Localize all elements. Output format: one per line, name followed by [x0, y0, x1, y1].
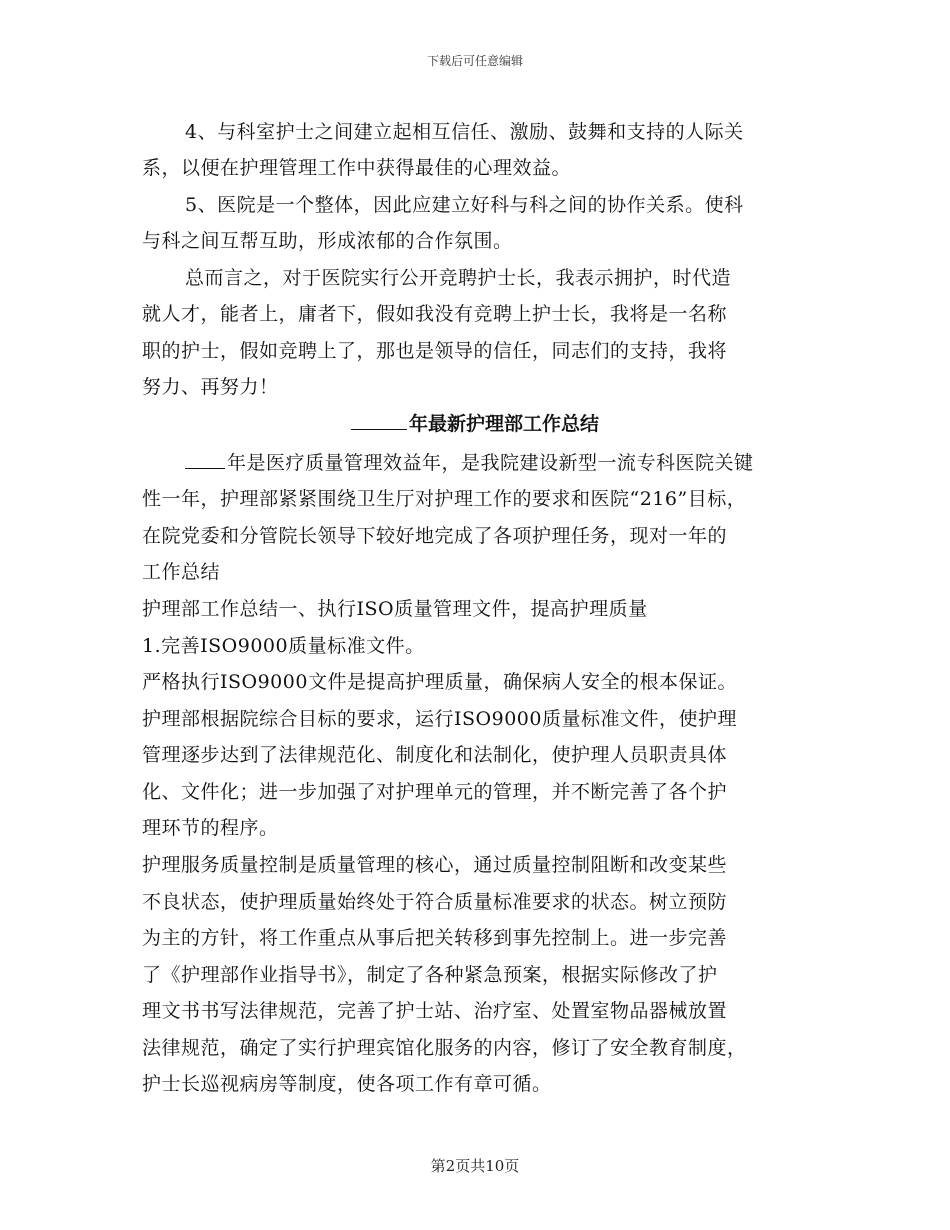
paragraph-line: 5、医院是一个整体，因此应建立好科与科之间的协作关系。使科 — [185, 194, 744, 216]
detail-line: 护理部工作总结一、执行ISO质量管理文件，提高护理质量 — [142, 598, 648, 620]
paragraph-line: 4、与科室护士之间建立起相互信任、激励、鼓舞和支持的人际关 — [185, 121, 744, 143]
detail-line: 管理逐步达到了法律规范化、制度化和法制化，使护理人员职责具体 — [142, 744, 728, 766]
download-editable-note: 下载后可任意编辑 — [426, 54, 523, 68]
year-blank — [351, 411, 407, 430]
detail-line: 了《护理部作业指导书》，制定了各种紧急预案，根据实际修改了护 — [142, 964, 718, 986]
detail-line: 理环节的程序。 — [142, 817, 279, 839]
paragraph-line: 职的护士，假如竞聘上了，那也是领导的信任，同志们的支持，我将 — [142, 340, 728, 362]
section-title-text: 年最新护理部工作总结 — [408, 413, 599, 435]
detail-line: 法律规范，确定了实行护理宾馆化服务的内容，修订了安全教育制度， — [142, 1037, 747, 1059]
intro-line: 工作总结 — [142, 561, 221, 583]
detail-line: 为主的方针，将工作重点从事后把关转移到事先控制上。进一步完善 — [142, 927, 728, 949]
paragraph-line: 就人才，能者上，庸者下，假如我没有竞聘上护士长，我将是一名称 — [142, 303, 728, 325]
intro-line: 性一年，护理部紧紧围绕卫生厅对护理工作的要求和医院“216”目标， — [142, 488, 747, 510]
detail-line: 1.完善ISO9000质量标准文件。 — [142, 635, 425, 657]
year-blank — [185, 450, 225, 469]
page-number: 第2页共10页 — [430, 1157, 520, 1175]
detail-line: 护士长巡视病房等制度，使各项工作有章可循。 — [142, 1073, 552, 1095]
detail-line: 严格执行ISO9000文件是提高护理质量，确保病人安全的根本保证。 — [142, 671, 737, 693]
intro-line — [185, 450, 754, 476]
detail-line: 理文书书写法律规范，完善了护士站、治疗室、处置室物品器械放置 — [142, 1000, 728, 1022]
paragraph-line: 努力、再努力！ — [142, 376, 279, 398]
intro-line: 在院党委和分管院长领导下较好地完成了各项护理任务，现对一年的 — [142, 525, 728, 547]
detail-line: 化、文件化；进一步加强了对护理单元的管理，并不断完善了各个护 — [142, 781, 728, 803]
paragraph-line: 系，以便在护理管理工作中获得最佳的心理效益。 — [142, 157, 572, 179]
detail-line: 护理部根据院综合目标的要求，运行ISO9000质量标准文件，使护理 — [142, 708, 737, 730]
paragraph-line: 总而言之，对于医院实行公开竞聘护士长，我表示拥护，时代造 — [185, 267, 732, 289]
section-title — [0, 411, 950, 437]
detail-line: 护理服务质量控制是质量管理的核心，通过质量控制阻断和改变某些 — [142, 854, 728, 876]
intro-line-text: 年是医疗质量管理效益年，是我院建设新型一流专科医院关键 — [227, 452, 754, 474]
paragraph-line: 与科之间互帮互助，形成浓郁的合作氛围。 — [142, 230, 513, 252]
detail-line: 不良状态，使护理质量始终处于符合质量标准要求的状态。树立预防 — [142, 891, 728, 913]
